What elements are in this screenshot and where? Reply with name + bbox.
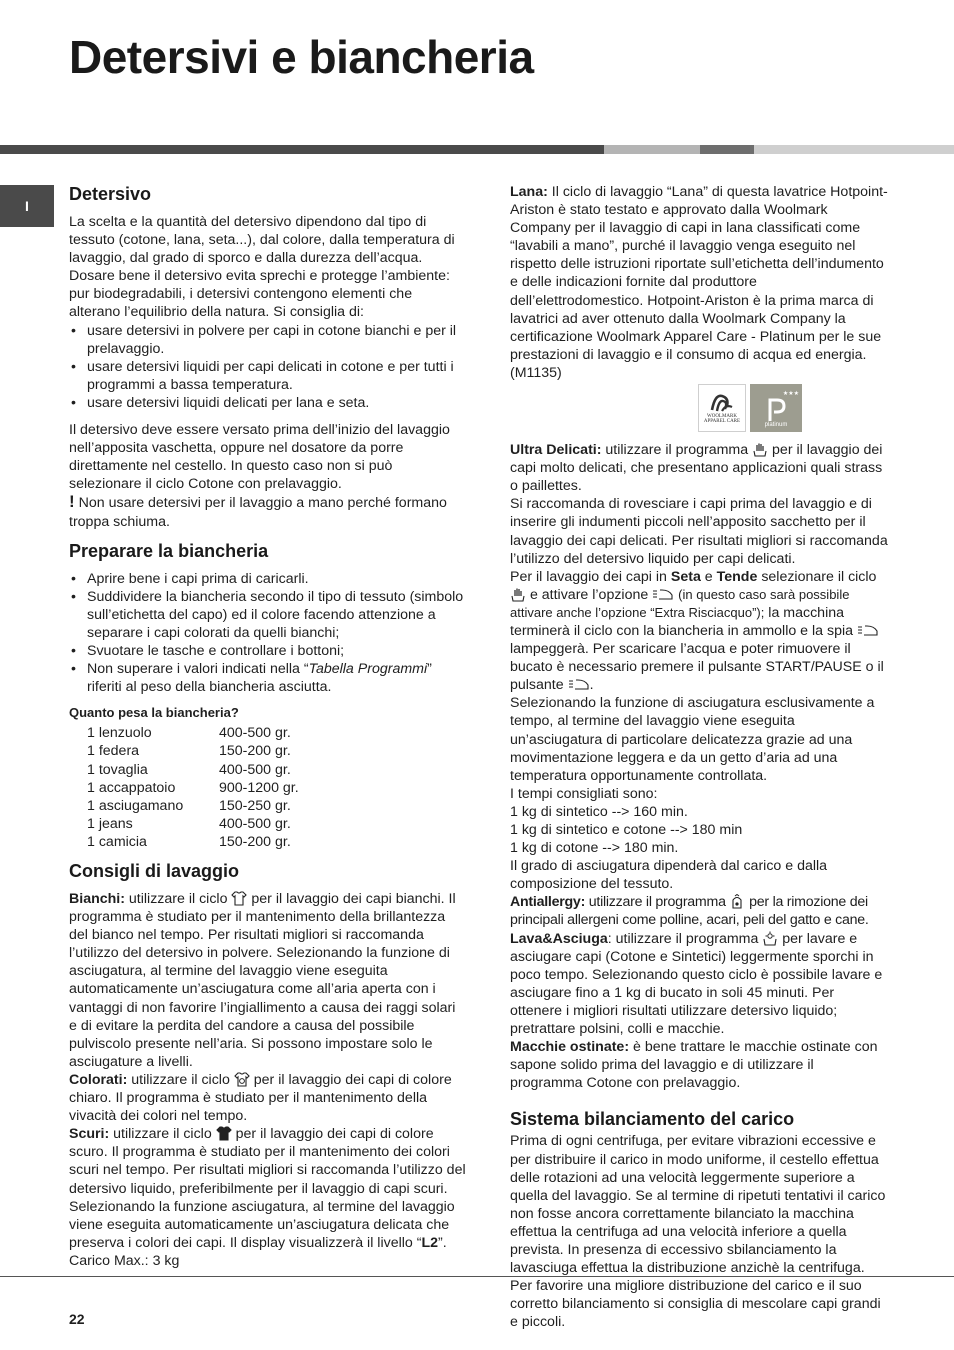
paragraph-note: (in questo caso sarà possibile attivare anche l’opzione “Extra Risciacquo”); bbox=[510, 586, 850, 620]
hand-wash-icon bbox=[510, 587, 526, 602]
wash-dry-icon bbox=[762, 931, 778, 946]
macchie-paragraph bbox=[510, 1038, 890, 1092]
anti-crease-button-icon bbox=[568, 677, 590, 692]
anti-crease-light-icon bbox=[857, 623, 879, 638]
woolmark-icon bbox=[709, 392, 735, 414]
header-rule-light bbox=[604, 145, 700, 154]
header-rule-mid bbox=[700, 145, 754, 154]
weight-value: 900-1200 gr. bbox=[219, 779, 299, 796]
bianchi-paragraph bbox=[69, 890, 467, 1071]
detersivo-warning bbox=[69, 493, 467, 530]
list-item: • Aprire bene i capi prima di caricarli. bbox=[69, 570, 467, 588]
warning-text: Non usare detersivi per il lavaggio a mano perché formano troppa schiuma. bbox=[69, 495, 447, 530]
sistema-heading: Sistema bilanciamento del carico bbox=[510, 1109, 795, 1130]
detersivo-paragraph: Il detersivo deve essere versato prima dell’inizio del lavaggio nell’apposita vaschetta, oppure nel dosatore da porre direttamente nel cestello. In questo caso non si può selezionare il ciclo Cotone con prelavaggio. bbox=[69, 422, 450, 493]
list-item bbox=[69, 660, 467, 696]
ultra-paragraph bbox=[510, 441, 890, 495]
list-item: • Suddividere la biancheria secondo il tipo di tessuto (simbolo sull’etichetta del capo) ed il colore facendo attenzione a separare i capi colorati da quelli bianchi; bbox=[69, 588, 467, 642]
seta-paragraph bbox=[510, 568, 890, 695]
right-column bbox=[510, 183, 890, 1331]
paragraph-text: . bbox=[589, 677, 594, 694]
anti-crease-icon bbox=[652, 587, 674, 602]
woolmark-logo bbox=[698, 384, 746, 432]
paragraph-text: selezionare il ciclo bbox=[757, 568, 877, 585]
weight-value: 400-500 gr. bbox=[219, 725, 291, 742]
paragraph-text: per il lavaggio dei capi di colore scuro. Il programma è studiato per il mantenimento dei colori scuri nel tempo. Per risultati migliori si raccomanda l’utilizzo del detersivo liquido, preferibilmente per il lavaggio di capi scuri. Selezionando la funzione asciugatura, al termine del lavaggio viene eseguita automaticamente un’asciugatura delicata che preserva i colori dei capi. Il display visualizzerà il livello “ bbox=[69, 1126, 466, 1251]
paragraph-text: : utilizzare il programma bbox=[607, 930, 759, 947]
paragraph-text: per il lavaggio dei capi bianchi. Il programma è studiato per il mantenimento della brillantezza del bianco nel tempo. Per risultati migliori si raccomanda l’utilizzo del detersivo in polvere. Selezionando la funzione di asciugatura, al termine del lavaggio viene eseguita automaticamente un’asciugatura come all’aria aperta con i vantaggi di non favorire l’ingiallimento a causa dei raggi solari e di evitare la perdita del candore a causa del possibile pulviscolo presente nell’aria. Si possono impostare solo le asciugature a livelli. bbox=[69, 891, 456, 1070]
header-rule-dark bbox=[0, 145, 604, 154]
weights-heading: Quanto pesa la biancheria? bbox=[69, 705, 239, 721]
lava-label: Lava&Asciuga bbox=[510, 930, 608, 947]
tempi-heading: I tempi consigliati sono: bbox=[510, 785, 658, 802]
weight-value: 150-200 gr. bbox=[219, 743, 291, 760]
seta-label: Seta bbox=[670, 568, 701, 585]
display-level: L2 bbox=[421, 1234, 439, 1251]
hand-wash-icon bbox=[752, 442, 768, 457]
weight-item: 1 lenzuolo bbox=[87, 725, 152, 742]
page-title: Detersivi e biancheria bbox=[69, 31, 534, 83]
paragraph-text: Per il lavaggio dei capi in bbox=[510, 568, 671, 585]
paragraph-text: per lavare e asciugare capi (Cotone e Sintetici) leggermente sporchi in poco tempo. Selezionando questo ciclo è possibile lavare e asciugare fino a 1 kg di bucato in soli 45 minuti. Per ottenere i migliori risultati utilizzare detersivo liquido; pretrattare polsini, colli e macchie. bbox=[510, 930, 883, 1038]
time-line: 1 kg di cotone --> 180 min. bbox=[510, 840, 679, 857]
paragraph-text: utilizzare il ciclo bbox=[113, 1126, 212, 1143]
language-tab: I bbox=[0, 185, 54, 227]
weight-item: 1 asciugamano bbox=[87, 797, 184, 814]
paragraph-text: ”. Carico Max.: 3 kg bbox=[69, 1234, 447, 1269]
preparare-heading: Preparare la biancheria bbox=[69, 540, 269, 561]
table-row bbox=[87, 742, 299, 760]
warning-icon: ! bbox=[69, 492, 75, 512]
sistema-paragraph: Prima di ogni centrifuga, per evitare vibrazioni eccessive e per distribuire il carico in modo uniforme, il cestello effettua delle rotazioni ad una velocità leggermente superiore a quella del lavaggio. Se al termine di ripetuti tentativi il carico non fosse ancora correttamente bilanciato la macchina effettua la centrifuga ad una velocità inferiore a quella prevista. In presenza di eccessivo sbilanciamento la lavasciuga effettua la distribuzione anzichè la centrifuga. Per favorire una migliore distribuzione del carico e il suo corretto bilanciamento si consiglia di mescolare capi grandi e piccoli. bbox=[510, 1133, 886, 1331]
weight-value: 150-200 gr. bbox=[219, 833, 291, 850]
paragraph-text: per la rimozione dei principali allergeni come polline, acari, peli del gatto e cane. bbox=[510, 894, 869, 929]
weight-value: 150-250 gr. bbox=[219, 797, 291, 814]
weight-item: 1 camicia bbox=[87, 833, 147, 850]
paragraph-text: utilizzare il ciclo bbox=[128, 891, 228, 907]
lana-paragraph bbox=[510, 183, 890, 382]
table-row bbox=[87, 761, 299, 779]
paragraph-text: la macchina terminerà il ciclo con la biancheria in ammollo e la spia bbox=[510, 604, 854, 639]
detersivo-intro: La scelta e la quantità del detersivo dipendono dal tipo di tessuto (cotone, lana, seta...), dal colore, dalla temperatura di lavaggio, dal grado di sporco e dalla durezza dell’acqua. Dosare bene il detersivo evita sprechi e protegge l’ambiente: pur biodegradabili, i detersivi contengono elementi che alterano l’equilibrio della natura. Si consiglia di: bbox=[69, 214, 455, 321]
scuri-paragraph bbox=[69, 1125, 467, 1270]
table-row bbox=[87, 797, 299, 815]
weight-item: 1 accappatoio bbox=[87, 779, 176, 796]
weight-item: 1 jeans bbox=[87, 815, 133, 832]
platinum-label: platinum bbox=[764, 422, 788, 429]
paragraph-text: lampeggerà. Per scaricare l’acqua e poter rimuovere il bucato è necessario premere il pulsante START/PAUSE o il pulsante bbox=[510, 641, 884, 694]
program-table-ref: Tabella Programmi bbox=[308, 661, 428, 678]
antiallergy-label: Antiallergy: bbox=[510, 894, 586, 911]
weights-table bbox=[87, 724, 299, 851]
scuri-label: Scuri: bbox=[69, 1126, 110, 1143]
lava-paragraph bbox=[510, 930, 890, 1039]
list-item: • usare detersivi liquidi per capi delicati in cotone e per tutti i programmi a bassa temperatura. bbox=[69, 358, 467, 394]
left-column bbox=[69, 183, 467, 1270]
detersivo-list bbox=[69, 322, 467, 412]
paragraph-text: per il lavaggio dei capi di colore chiaro. Il programma è studiato per il mantenimento della vivacità dei colori nel tempo. bbox=[69, 1071, 452, 1125]
grado-paragraph: Il grado di asciugatura dipenderà dal carico e dalla composizione del tessuto. bbox=[510, 858, 828, 893]
asciugatura-paragraph: Selezionando la funzione di asciugatura esclusivamente a tempo, al termine del lavaggio viene eseguita un’asciugatura di particolare delicatezza grazie ad una movimentazione leggera e da un getto d’aria ad una temperatura opportunamente controllata. bbox=[510, 695, 875, 784]
platinum-badge bbox=[750, 384, 802, 432]
time-line: 1 kg di sintetico e cotone --> 180 min bbox=[510, 822, 743, 838]
table-row bbox=[87, 779, 299, 797]
paragraph-text: utilizzare il programma bbox=[588, 894, 726, 911]
bullet-text: Non superare i valori indicati nella “ bbox=[87, 661, 309, 678]
bullet-text: ” riferiti al peso della biancheria asciutta. bbox=[87, 661, 432, 696]
list-item: • usare detersivi in polvere per capi in cotone bianchi e per il prelavaggio. bbox=[69, 322, 467, 358]
footer-rule bbox=[0, 1276, 954, 1277]
page-number: 22 bbox=[69, 1311, 85, 1327]
white-shirt-icon bbox=[231, 891, 247, 906]
weight-value: 400-500 gr. bbox=[219, 815, 291, 832]
bianchi-label: Bianchi: bbox=[69, 891, 125, 907]
colored-shirt-icon bbox=[234, 1072, 250, 1087]
paragraph-text: Il ciclo di lavaggio “Lana” di questa lavatrice Hotpoint-Ariston è stato testato e approvato dalla Woolmark Company per il lavaggio di capi in lana classificati come “lavabili a mano”, purché il lavaggio venga eseguito nel rispetto delle istruzioni riportate sull’etichetta dell’indumento e delle indicazioni fornite dal produttore dell’elettrodomestico. Hotpoint-Ariston è la prima marca di lavatrici ad aver ottenuto dalla Woolmark Company la certificazione Woolmark Apparel Care - Platinum per le sue prestazioni di lavaggio e il consumo di acqua ed energia. (M1135) bbox=[510, 184, 888, 381]
ultra-paragraph-2: Si raccomanda di rovesciare i capi prima del lavaggio e di inserire gli indumenti piccoli nell’apposito sacchetto per il lavaggio dei capi delicati. Per risultati migliori si raccomanda l’utilizzo del detersivo liquido per capi delicati. bbox=[510, 496, 888, 567]
antiallergy-icon bbox=[729, 894, 745, 909]
tende-label: Tende bbox=[716, 568, 758, 585]
colorati-label: Colorati: bbox=[69, 1071, 128, 1088]
star-icon: ★★★ bbox=[782, 391, 799, 398]
antiallergy-paragraph bbox=[510, 893, 890, 929]
weight-value: 400-500 gr. bbox=[219, 761, 291, 778]
table-row bbox=[87, 815, 299, 833]
consigli-heading: Consigli di lavaggio bbox=[69, 861, 240, 881]
paragraph-text: utilizzare il programma bbox=[605, 442, 749, 459]
paragraph-text: per il lavaggio dei capi molto delicati, che presentano applicazioni quali strass o paillettes. bbox=[510, 442, 883, 495]
paragraph-text: è bene trattare le macchie ostinate con sapone solido prima del lavaggio e di utilizzare il programma Cotone con prelavaggio. bbox=[510, 1039, 878, 1092]
preparare-list bbox=[69, 570, 467, 697]
macchie-label: Macchie ostinate: bbox=[510, 1039, 630, 1056]
ultra-label: Ultra Delicati: bbox=[510, 442, 602, 459]
weight-item: 1 federa bbox=[87, 743, 140, 760]
list-item: • usare detersivi liquidi delicati per lana e seta. bbox=[69, 394, 467, 412]
header-rule-pale bbox=[754, 145, 954, 154]
table-row bbox=[87, 724, 299, 742]
paragraph-text: utilizzare il ciclo bbox=[131, 1071, 230, 1088]
colorati-paragraph bbox=[69, 1071, 467, 1125]
paragraph-text: e attivare l’opzione bbox=[529, 586, 649, 603]
woolmark-text: WOOLMARK APPAREL CARE bbox=[703, 414, 741, 425]
detersivo-heading: Detersivo bbox=[69, 184, 152, 204]
certification-logos bbox=[698, 384, 890, 432]
table-row bbox=[87, 833, 299, 851]
time-line: 1 kg di sintetico --> 160 min. bbox=[510, 803, 688, 820]
weight-item: 1 tovaglia bbox=[87, 761, 148, 778]
paragraph-text: e bbox=[700, 568, 717, 585]
lana-label: Lana: bbox=[510, 184, 548, 200]
list-item: • Svuotare le tasche e controllare i bottoni; bbox=[69, 642, 467, 660]
dark-shirt-icon bbox=[216, 1126, 232, 1141]
